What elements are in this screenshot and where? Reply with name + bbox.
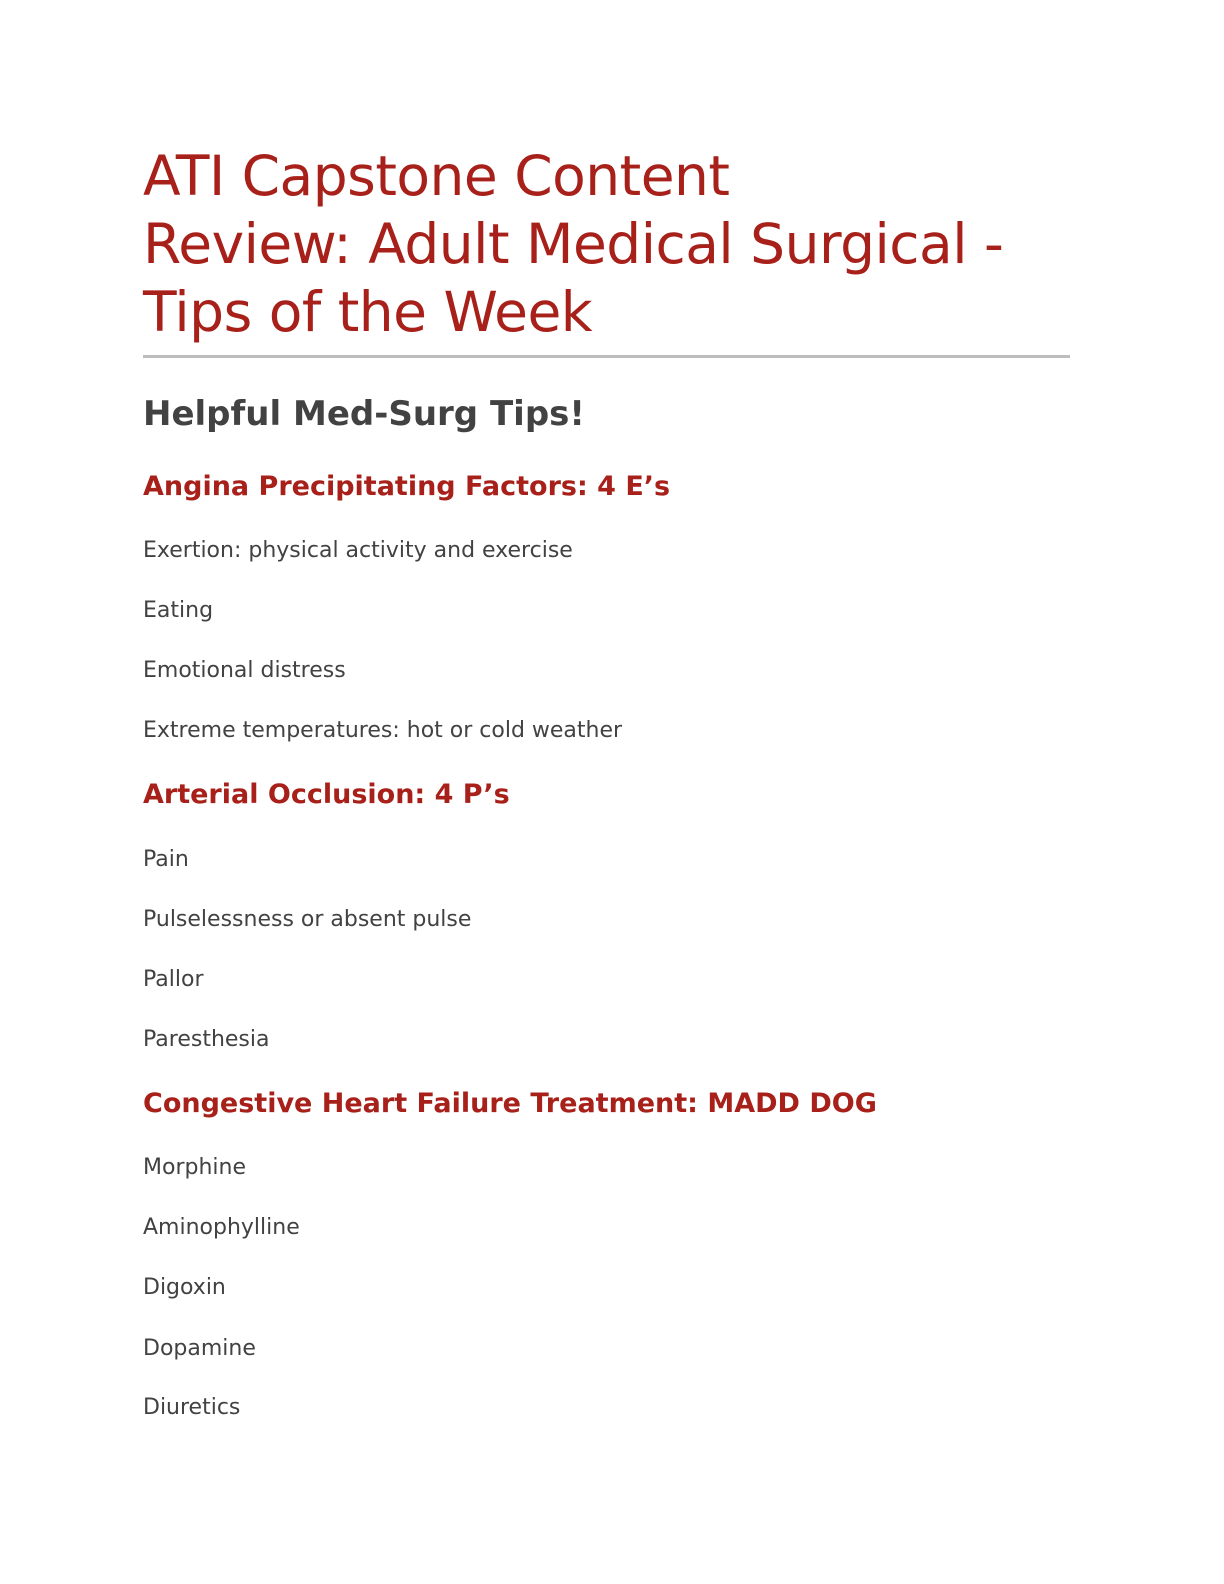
list-item: Morphine — [143, 1155, 246, 1180]
list-item: Eating — [143, 598, 214, 623]
list-item: Diuretics — [143, 1395, 241, 1420]
list-item: Extreme temperatures: hot or cold weather — [143, 718, 623, 743]
document-title-line: Tips of the Week — [143, 280, 593, 344]
list-item: Pulselessness or absent pulse — [143, 907, 472, 932]
document-title — [143, 142, 1070, 346]
list-item: Exertion: physical activity and exercise — [143, 538, 573, 563]
document-title-line: Review: Adult Medical Surgical - — [143, 212, 1004, 276]
list-item: Emotional distress — [143, 658, 346, 683]
list-item: Pain — [143, 847, 189, 872]
section-heading-chf-treatment: Congestive Heart Failure Treatment: MADD DOG — [143, 1088, 877, 1119]
list-item: Pallor — [143, 967, 204, 992]
list-item: Digoxin — [143, 1275, 226, 1300]
title-divider — [143, 355, 1070, 358]
list-item: Aminophylline — [143, 1215, 300, 1240]
document-subtitle: Helpful Med-Surg Tips! — [143, 394, 585, 434]
section-heading-arterial-occlusion: Arterial Occlusion: 4 P’s — [143, 779, 510, 810]
list-item: Dopamine — [143, 1336, 256, 1361]
section-heading-angina: Angina Precipitating Factors: 4 E’s — [143, 471, 671, 502]
list-item: Paresthesia — [143, 1027, 270, 1052]
document-title-line: ATI Capstone Content — [143, 144, 730, 208]
